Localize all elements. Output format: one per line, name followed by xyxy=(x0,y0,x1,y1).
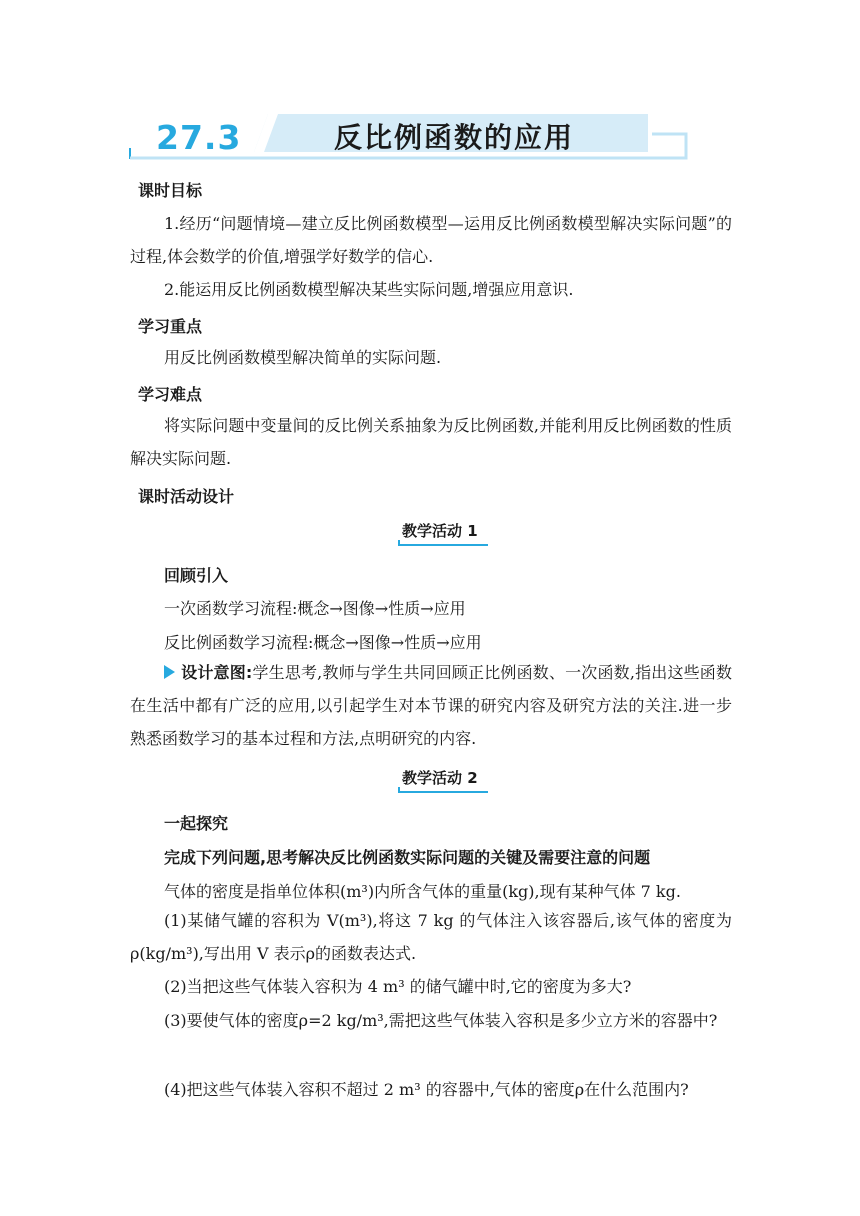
goals-heading: 课时目标 xyxy=(138,181,203,200)
difficulties-heading: 学习难点 xyxy=(138,385,203,404)
question-4: (4)把这些气体装入容积不超过 2 m³ 的容器中,气体的密度ρ在什么范围内? xyxy=(164,1080,689,1099)
activity-2-intro: 气体的密度是指单位体积(m³)内所含气体的重量(kg),现有某种气体 7 kg. xyxy=(164,882,681,901)
question-1: (1)某储气罐的容积为 V(m³),将这 7 kg 的气体注入该容器后,该气体的密度为ρ(kg/m³),写出用 V 表示ρ的函数表达式. xyxy=(130,911,732,963)
activity-2-title xyxy=(402,767,478,788)
section-title: 反比例函数的应用 xyxy=(334,121,575,154)
activity-2-underline xyxy=(398,786,490,794)
activity-1-title xyxy=(402,520,478,541)
activity-2-task: 完成下列问题,思考解决反比例函数实际问题的关键及需要注意的问题 xyxy=(164,848,651,867)
key-points-text: 用反比例函数模型解决简单的实际问题. xyxy=(164,348,442,367)
difficulties-text: 将实际问题中变量间的反比例关系抽象为反比例函数,并能利用反比例函数的性质解决实际问题. xyxy=(130,416,732,468)
intent-text: 学生思考,教师与学生共同回顾正比例函数、一次函数,指出这些函数在生活中都有广泛的应用,以引起学生对本节课的研究内容及研究方法的关注.进一步熟悉函数学习的基本过程和方法,点明研究的内容. xyxy=(130,663,732,748)
activity-1-underline xyxy=(398,539,490,547)
activity-1-subheading: 回顾引入 xyxy=(164,566,229,585)
key-points-heading: 学习重点 xyxy=(138,317,203,336)
section-number: 27.3 xyxy=(156,118,242,157)
intent-label: 设计意图: xyxy=(181,663,253,682)
goal-item-1: 1.经历“问题情境—建立反比例函数模型—运用反比例函数模型解决实际问题”的过程,体会数学的价值,增强学好数学的信心. xyxy=(130,214,732,266)
question-3: (3)要使气体的密度ρ=2 kg/m³,需把这些气体装入容积是多少立方米的容器中? xyxy=(164,1011,718,1030)
activity-1-line-2: 反比例函数学习流程:概念→图像→性质→应用 xyxy=(164,633,482,652)
activity-1-intent xyxy=(130,656,732,755)
section-banner xyxy=(128,110,690,166)
activity-1-title-text: 教学活动 1 xyxy=(402,522,478,540)
question-2: (2)当把这些气体装入容积为 4 m³ 的储气罐中时,它的密度为多大? xyxy=(164,977,632,996)
triangle-marker-icon xyxy=(164,665,175,679)
activity-2-subheading: 一起探究 xyxy=(164,814,229,833)
activity-1-line-1: 一次函数学习流程:概念→图像→性质→应用 xyxy=(164,599,466,618)
activity-2-title-text: 教学活动 2 xyxy=(402,769,478,787)
design-heading: 课时活动设计 xyxy=(138,487,235,506)
goal-item-2: 2.能运用反比例函数模型解决某些实际问题,增强应用意识. xyxy=(164,280,574,299)
